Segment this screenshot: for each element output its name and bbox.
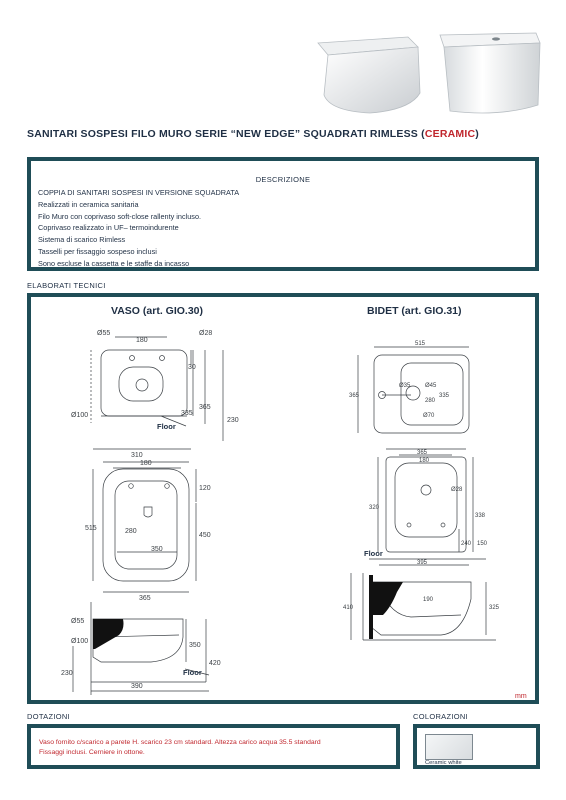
unit-label: mm [515,693,527,700]
dim-label: Ø70 [423,413,435,419]
floor-label: Floor [183,668,202,677]
title-main: SANITARI SOSPESI FILO MURO SERIE “NEW EDGE” SQUADRATI RIMLESS ( [27,128,425,140]
dim-label: 395 [417,560,428,566]
vaso-trap-section [93,619,124,649]
technical-drawings [31,297,535,700]
bidet-wall [369,575,373,639]
description-line: COPPIA DI SANITARI SOSPESI IN VERSIONE SQUADRATA [38,188,240,197]
description-box [27,157,539,271]
dim-label: Ø55 [71,618,85,625]
dim-label: 310 [131,452,143,459]
bidet-front-view [369,449,486,565]
dim-label: Ø28 [451,487,463,493]
description-line: Sono escluse la cassetta e le staffe da incasso [38,258,190,268]
bidet-top-view [358,347,469,433]
description-line: Realizzati in ceramica sanitaria [38,199,139,209]
vaso-plan-view [93,462,196,592]
dim-label: 350 [151,546,163,553]
dim-label: 240 [461,541,472,547]
description-line: Filo Muro con coprivaso soft-close rallenty incluso. [38,211,202,221]
dim-label: 325 [489,605,500,611]
dim-label: 280 [425,398,436,404]
bidet-trap-section [371,582,403,615]
dim-label: 180 [140,460,152,467]
dim-label: 335 [181,410,193,417]
dotazioni-label: DOTAZIONI [27,712,70,721]
dim-label: 338 [475,513,486,519]
dim-label: 450 [199,532,211,539]
dim-label: Ø100 [71,638,89,645]
swatch-label: Ceramic white [425,760,462,766]
bidet-title: BIDET (art. GIO.31) [367,305,462,317]
vaso-top-view [91,337,223,449]
dim-label: 365 [349,393,360,399]
dim-label: Ø100 [71,412,89,419]
dim-label: 230 [227,417,239,424]
dim-label: 180 [136,337,148,344]
dim-label: 120 [199,485,211,492]
dim-label: 350 [189,642,201,649]
dim-label: Ø28 [199,330,213,337]
technical-box [27,293,539,704]
description-line: Tasselli per fissaggio sospeso inclusi [38,246,157,256]
dim-label: 335 [439,393,450,399]
dotazioni-box [27,724,400,769]
colorazioni-box [413,724,540,769]
dim-label: 365 [417,450,428,456]
dotazioni-text [39,738,321,758]
description-line: Coprivaso realizzato in UF– termoindurente [38,223,179,233]
floor-label: Floor [364,549,383,558]
dim-label: 230 [61,670,73,677]
dim-label: Ø35 [399,383,411,389]
dim-label: Ø55 [97,330,111,337]
dotazioni-line: Fissaggi inclusi. Cerniere in ottone. [39,749,145,756]
color-swatch-ceramic-white [425,734,473,760]
dim-label: 365 [199,404,211,411]
dim-label: 280 [125,528,137,535]
dim-label: 320 [369,505,380,511]
description-heading: DESCRIZIONE [255,175,311,184]
dim-label: 515 [85,525,97,532]
vaso-title: VASO (art. GIO.30) [111,305,203,317]
dim-label: Ø45 [425,383,437,389]
dim-label: 410 [343,605,354,611]
technical-label: ELABORATI TECNICI [27,281,106,290]
floor-label: Floor [157,422,176,431]
dim-label: 515 [415,341,426,347]
dim-label: 420 [209,660,221,667]
description-lines [38,187,239,270]
dim-label: 150 [477,541,488,547]
page-title [27,128,547,140]
dotazioni-line: Vaso fornito c/scarico a parete H. scarico 23 cm standard. Altezza carico acqua 35.5 standard [39,739,321,746]
dim-label: 30 [188,364,196,371]
title-accent: CERAMIC [424,128,476,140]
dim-label: 390 [131,683,143,690]
dim-label: 190 [423,597,434,603]
colorazioni-label: COLORAZIONI [413,712,468,721]
toilet-photo [318,37,420,113]
bidet-photo [440,33,540,113]
description-line: Sistema di scarico Rimless [38,235,126,245]
dim-label: 180 [419,458,430,464]
title-close: ) [475,128,479,140]
dim-label: 365 [139,595,151,602]
product-photos [300,15,560,120]
